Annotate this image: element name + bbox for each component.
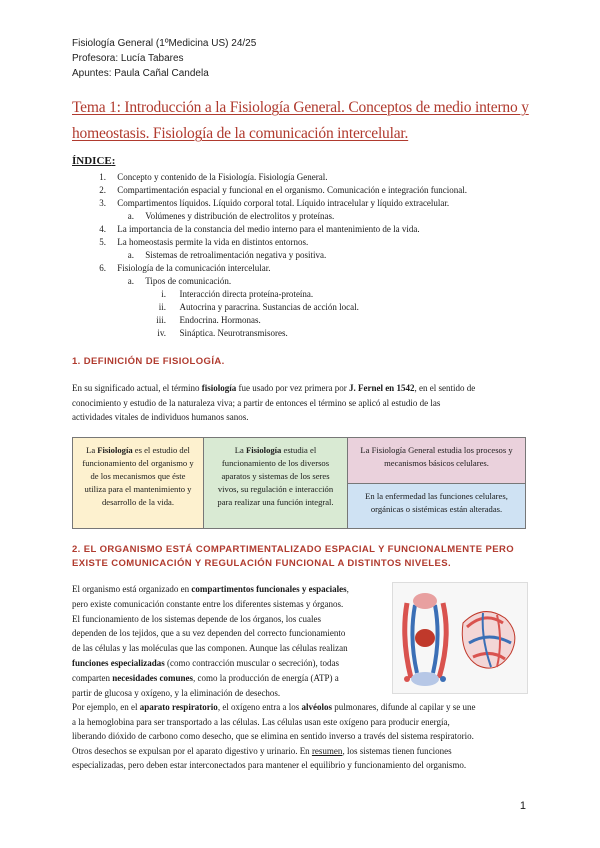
index-subitem: a. Tipos de comunicación. [127, 276, 232, 286]
index-subitem: a. Volúmenes y distribución de electrolitos y proteínas. [127, 211, 335, 221]
title-line-1: Tema 1: Introducción a la Fisiología General. Conceptos de medio interno y [72, 99, 529, 116]
index-item: 5. La homeostasis permite la vida en distintos entornos. [99, 237, 309, 247]
index-item: 1. Concepto y contenido de la Fisiología. Fisiología General. [99, 172, 328, 182]
index-subsubitem: iv. Sináptica. Neurotransmisores. [157, 328, 288, 338]
index-item: 2. Compartimentación espacial y funcional en el organismo. Comunicación e integración funcional. [99, 185, 467, 195]
definition-box-1: La Fisiología es el estudio del funcionamiento del organismo y de los mecanismos que éste utiliza para el mantenimiento y desarrollo de la vida. [72, 437, 204, 529]
index-item: 3. Compartimentos líquidos. Líquido corporal total. Líquido intracelular y líquido extracelular. [99, 198, 450, 208]
index-item: 4. La importancia de la constancia del medio interno para el mantenimiento de la vida. [99, 224, 420, 234]
index-subsubitem: iii. Endocrina. Hormonas. [156, 315, 261, 325]
section-2-paragraph-1: El organismo está organizado en compartimentos funcionales y espaciales, pero existe comunicación constante entre los diferentes sistemas y órganos. El funcionamiento de los sistemas depende de los órganos, los cuales dependen de los tejidos, que a su vez dependen del correcto funcionamiento de las células y las moléculas que las componen. Aunque las células realizan funciones especializadas (como contracción muscular o secreción), todas comparten necesidades comunes, como la producción de energía (ATP) a partir de glucosa y oxígeno, y la eliminación de desechos. [72, 584, 349, 698]
circulation-illustration [393, 583, 527, 693]
index-subitem: a. Sistemas de retroalimentación negativa y positiva. [127, 250, 327, 260]
index-item: 6. Fisiología de la comunicación intercelular. [99, 263, 271, 273]
section-1-paragraph: En su significado actual, el término fisiología fue usado por vez primera por J. Fernel en 1542, en el sentido de conocimiento y estudio de la naturaleza viva; a partir de entonces el término se aplicó al estudio de las actividades vitales de individuos humanos sanos. [72, 383, 476, 422]
page-title [72, 95, 542, 147]
index-heading: ÍNDICE: [72, 155, 116, 167]
header-professor: Profesora: Lucía Tabares [72, 53, 184, 64]
title-line-2: homeostasis. Fisiología de la comunicación intercelular. [72, 125, 409, 142]
index-subsubitem: i. Interacción directa proteína-proteína. [161, 289, 314, 299]
section-2-paragraph-2: Por ejemplo, en el aparato respiratorio, el oxígeno entra a los alvéolos pulmonares, difunde al capilar y se une a la hemoglobina para ser transportado a las células. Las células usan este oxígeno para producir energía, liberando dióxido de carbono como desecho, que se elimina en sentido inverso a través del sistema respiratorio. Otros desechos se expulsan por el aparato digestivo y urinario. En resumen, los sistemas tienen funciones especializadas, pero deben estar interconectados para mantener el equilibrio y funcionamiento del organismo. [72, 702, 476, 770]
definition-box-4: En la enfermedad las funciones celulares, orgánicas o sistémicas están alteradas. [347, 483, 526, 529]
section-2-heading: 2. EL ORGANISMO ESTÁ COMPARTIMENTALIZADO ESPACIAL Y FUNCIONALMENTE PERO EXISTE COMUNICACIÓN Y REGULACIÓN FUNCIONAL A DISTINTOS NIVELES. [72, 544, 515, 569]
section-1-heading: 1. DEFINICIÓN DE FISIOLOGÍA. [72, 356, 225, 367]
definition-box-3: La Fisiología General estudia los procesos y mecanismos básicos celulares. [347, 437, 526, 484]
definition-box-2: La Fisiología estudia el funcionamiento de los diversos aparatos y sistemas de los seres vivos, su regulación e interacción para realizar una función integral. [203, 437, 348, 529]
circulatory-diagram-figure [392, 582, 528, 694]
header-author: Apuntes: Paula Cañal Candela [72, 68, 209, 79]
index-subsubitem: ii. Autocrina y paracrina. Sustancias de acción local. [158, 302, 359, 312]
header-course: Fisiología General (1ºMedicina US) 24/25 [72, 38, 257, 49]
page-number: 1 [519, 800, 526, 812]
summary-underlined: resumen [311, 745, 343, 756]
